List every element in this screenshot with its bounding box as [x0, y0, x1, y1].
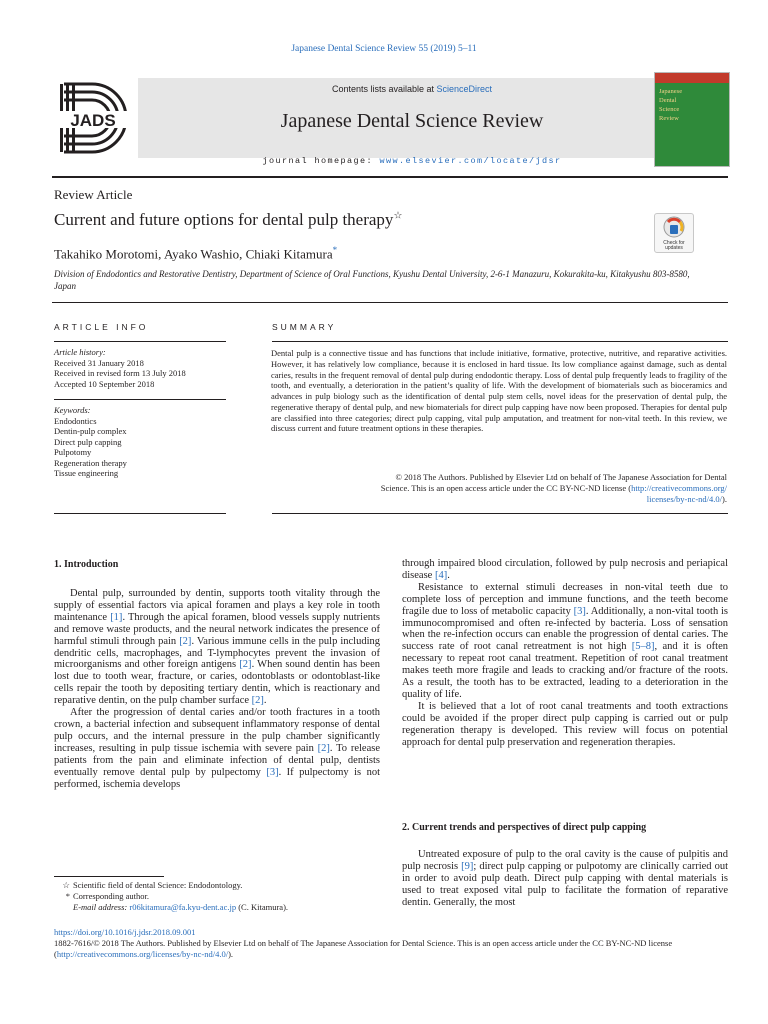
article-title-text: Current and future options for dental pulp therapy: [54, 210, 394, 229]
cover-title: [659, 87, 725, 123]
text-run: . Through the apical foramen, blood vessels supply nutrients and remove waste products, and the neural network indicates the presence of harmful stimuli through pain: [54, 611, 380, 647]
history-item: Accepted 10 September 2018: [54, 378, 155, 389]
section-heading-direct-pulp-capping: 2. Current trends and perspectives of direct pulp capping: [402, 822, 647, 833]
summary-abstract: Dental pulp is a connective tissue and has functions that include initiative, formative, protective, nutritive, and reparative activities. However, it has relatively low compliance, because it is enclosed in hard tissue. Its low compliance against damage, such as dental caries, results in the frequent removal of dental pulp during endodontic therapy. Loss of dental pulp frequently leads to fragility of the tooth, and eventually, a deterioration in the patient’s quality of life. With the development of biomaterials such as bioceramics and advances in pulp biology such as the identification of dental pulp stem cells, novel ideas for the preservation of dental pulp, the regenerative therapy of dental pulp, and new biomaterials for direct pulp capping have now been proposed. Therapies for dental pulp are classified into three categories; direct pulp capping, vital pulp amputation, and treatment for non-vital teeth. In this review, we discuss current and future treatment options in these therapies.: [271, 348, 727, 434]
citation-link[interactable]: [2]: [239, 659, 252, 671]
keywords-label: Keywords:: [54, 405, 91, 415]
corresponding-author-mark[interactable]: *: [332, 245, 338, 255]
history-label: Article history:: [54, 347, 106, 357]
paragraph: [402, 849, 728, 909]
masthead-banner: [138, 78, 686, 166]
license-text: 1882-7616/© 2018 The Authors. Published by Elsevier Ltd on behalf of The Japanese Association for Dental Science. This is an open access article under the CC BY-NC-ND license (: [54, 938, 673, 959]
text-run: . To release patients from the pain and eliminate infection of dental pulp, dentists eventually remove dental pulp by pulpectomy: [54, 742, 380, 778]
cover-title-line: Japanese: [659, 88, 683, 95]
body-column-right-section2: [402, 849, 728, 909]
keyword-item: Tissue engineering: [54, 468, 119, 478]
text-run: . Additionally, a non-vital tooth is immunocompromised and often re-infected by bacteria. Loss of sensation when the re-infection occurs can enable the progression of dental caries. The success rate of root canal retreatment is not high: [402, 605, 728, 653]
contents-line: [138, 84, 686, 94]
article-history: [54, 347, 229, 389]
paragraph: [54, 588, 380, 707]
cover-title-line: Review: [659, 115, 679, 122]
journal-citation[interactable]: Japanese Dental Science Review 55 (2019) 5–11: [291, 44, 477, 54]
footnote-divider: [54, 876, 164, 877]
title-footnote-mark[interactable]: ☆: [393, 210, 403, 222]
license-notice: [54, 938, 730, 960]
journal-cover-thumbnail[interactable]: [654, 72, 730, 167]
email-label: E-mail address:: [73, 902, 130, 912]
sciencedirect-link[interactable]: ScienceDirect: [436, 84, 493, 94]
footnote-mark: *: [65, 891, 70, 901]
citation-link[interactable]: [2]: [317, 742, 330, 754]
copyright-line: © 2018 The Authors. Published by Elsevier Ltd on behalf of The Japanese Association for Dental: [395, 472, 727, 482]
check-updates-icon: [655, 214, 693, 240]
paragraph: [402, 558, 728, 582]
keyword-item: Endodontics: [54, 415, 97, 426]
email-suffix: (C. Kitamura).: [236, 902, 289, 912]
text-run: through impaired blood circulation, followed by pulp necrosis and periapical disease: [402, 558, 728, 581]
section-heading-introduction: 1. Introduction: [54, 559, 119, 570]
cover-title-line: Science: [659, 106, 680, 113]
text-run: ; direct pulp capping or pulpotomy are clinically carried out in order to avoid pulp death. Direct pulp capping with dental materials is used to treat exposed vital pulp to facilitate the formation of reparative dentin. Generally, the most: [402, 860, 728, 908]
summary-divider: [272, 341, 728, 342]
license-text: ).: [228, 949, 234, 959]
citation-link[interactable]: [9]: [461, 860, 474, 872]
cover-top-strip: [655, 73, 729, 83]
text-run: Resistance to external stimuli decreases in non-vital teeth due to complete loss of perception and immune functions, and the teeth become fragile due to loss of metabolic capacity: [402, 581, 728, 617]
keyword-item: Dentin-pulp complex: [54, 426, 127, 436]
citation-link[interactable]: [4]: [434, 569, 448, 581]
license-link[interactable]: licenses/by-nc-nd/4.0/: [646, 493, 723, 504]
text-run: Untreated exposure of pulp to the oral cavity is the cause of pulpitis and pulp necrosis: [402, 849, 728, 872]
article-type: Review Article: [54, 187, 133, 202]
footnote-text: Scientific field of dental Science: Endodontology.: [73, 880, 243, 890]
jads-logo-text: JADS: [70, 111, 116, 130]
keyword-item: Regeneration therapy: [54, 457, 127, 468]
summary-copyright: [271, 472, 727, 504]
citation-link[interactable]: [5–8]: [631, 641, 655, 653]
text-run: . If pulpectomy is not performed, ischemia develops: [54, 766, 380, 790]
footnote-text: Corresponding author.: [73, 891, 150, 901]
text-run: After the progression of dental caries and/or tooth fractures in a tooth crown, a bacterial infection and subsequent inflammatory response of dental pulp occurs, and the internal pressure in the pulp chamber significantly increases, resulting in pulp tissue ischemia with severe pain: [54, 707, 380, 754]
history-item: Received in revised form 13 July 2018: [54, 368, 186, 378]
homepage-prefix: journal homepage:: [262, 156, 380, 166]
license-link[interactable]: http://creativecommons.org/: [631, 482, 727, 493]
citation-link[interactable]: [3]: [573, 605, 586, 617]
check-updates-label: Check for updates: [663, 240, 685, 251]
keywords: [54, 405, 229, 479]
cover-title-line: Dental: [659, 97, 677, 104]
footnote-mark: ☆: [62, 880, 70, 890]
masthead: [52, 72, 728, 166]
license-link[interactable]: http://creativecommons.org/licenses/by-nc-nd/4.0/: [56, 949, 229, 959]
keywords-divider: [54, 399, 226, 400]
footnote: [58, 880, 384, 891]
paragraph: [402, 582, 728, 701]
summary-end-divider: [272, 513, 728, 514]
text-run: .: [263, 695, 267, 707]
email-link[interactable]: r06kitamura@fa.kyu-dent.ac.jp: [129, 902, 237, 912]
footnote: [58, 902, 384, 913]
affiliation: Division of Endodontics and Restorative Dentistry, Department of Science of Oral Functions, Kyushu Dental University, 2-6-1 Manazuru, Kokurakita-ku, Kitakyushu 803-8580, Japan: [54, 269, 690, 291]
doi-link[interactable]: https://doi.org/10.1016/j.jdsr.2018.09.001: [54, 927, 196, 937]
article-title: [54, 210, 402, 230]
article-info-end-divider: [54, 513, 226, 514]
citation-link[interactable]: [2]: [251, 695, 264, 707]
affiliation-divider: [52, 302, 728, 303]
text-run: .: [447, 569, 450, 581]
article-info-heading: ARTICLE INFO: [54, 322, 149, 332]
copyright-close: ).: [722, 493, 727, 504]
homepage-line: [138, 156, 686, 166]
homepage-link[interactable]: www.elsevier.com/locate/jdsr: [379, 156, 562, 166]
footnotes: [58, 880, 384, 913]
copyright-line: Science. This is an open access article under the CC BY-NC-ND license (: [380, 482, 632, 493]
article-info-divider: [54, 341, 226, 342]
body-column-left: [54, 588, 380, 790]
paragraph: It is believed that a lot of root canal treatments and tooth extractions could be avoided if the proper direct pulp capping is carried out or pulp regeneration therapy is developed. This review will focus on potential approach for dental pulp preservation and regeneration therapies.: [402, 700, 728, 748]
paragraph: [54, 707, 380, 790]
summary-heading: SUMMARY: [272, 322, 337, 332]
body-column-right: [402, 558, 728, 749]
check-for-updates-button[interactable]: [654, 213, 694, 253]
author-list: [54, 245, 337, 262]
history-item: Received 31 January 2018: [54, 357, 144, 368]
citation-link[interactable]: [1]: [110, 611, 123, 623]
text-run: . Various immune cells in the pulp including dendritic cells, macrophages, and T-lymphocytes prevent the invasion of microorganisms and other foreign antigens: [54, 635, 380, 671]
citation-link[interactable]: [2]: [179, 635, 192, 647]
authors-text: Takahiko Morotomi, Ayako Washio, Chiaki Kitamura: [54, 246, 333, 262]
header-divider: [52, 176, 728, 178]
journal-title: Japanese Dental Science Review: [280, 110, 544, 132]
contents-prefix: Contents lists available at: [331, 84, 437, 94]
footnote: [58, 891, 384, 902]
text-run: . When sound dentin has been lost due to tooth wear, fracture, or caries, odontoblasts or odontoblast-like cells repair the tooth by depositing tertiary dentin, which is reactionary and reparative dentin, on the pulp chamber surface: [54, 659, 381, 707]
citation-link[interactable]: [3]: [266, 766, 279, 778]
keyword-item: Direct pulp capping: [54, 436, 122, 447]
keyword-item: Pulpotomy: [54, 447, 92, 457]
jads-logo: [52, 78, 134, 158]
text-run: , and it is often necessary to repeat root canal treatment. Repetition of root canal treatment makes teeth more fragile and leads to cracking and/or fracture of the roots. As a result, the tooth has to be extracted, leading to a deterioration in the quality of life.: [402, 641, 728, 700]
text-run: Dental pulp, surrounded by dentin, supports tooth vitality through the supply of essential factors via apical foramen and plays a key role in tooth maintenance: [54, 588, 380, 623]
